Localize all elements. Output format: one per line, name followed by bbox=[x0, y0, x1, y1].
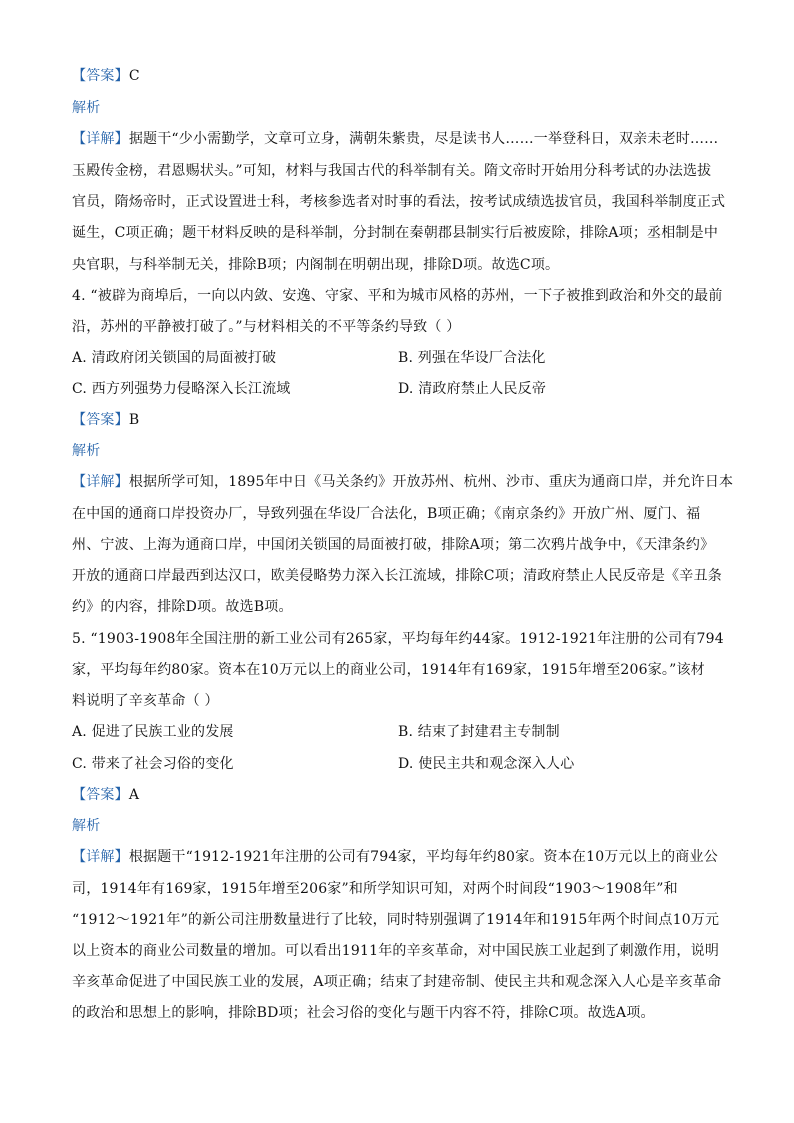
q5-detail-line-5: 辛亥革命促进了中国民族工业的发展，A项正确；结束了封建帝制、使民主共和观念深入人心是辛亥革命 bbox=[72, 974, 722, 990]
q5-detail-text-1: 根据题干“1912-1921年注册的公司有794家，平均每年约80家。资本在10万元以上的商业公 bbox=[128, 849, 718, 865]
q4-detail-line-3: 州、宁波、上海为通商口岸，中国闭关锁国的局面被打破，排除A项；第二次鸦片战争中，《天津条约》 bbox=[72, 537, 715, 553]
detail-label: 【详解】 bbox=[72, 131, 129, 147]
detail-label: 【详解】 bbox=[72, 849, 129, 865]
q4-detail-line-1 bbox=[72, 472, 732, 492]
q5-analysis-heading: 解析 bbox=[72, 818, 101, 834]
q3-answer-value: C bbox=[128, 68, 140, 84]
q4-option-d: D. 清政府禁止人民反帝 bbox=[398, 381, 547, 397]
q4-detail-line-5: 约》的内容，排除D项。故选B项。 bbox=[72, 599, 293, 615]
q5-detail-line-1 bbox=[72, 847, 732, 867]
q4-analysis-heading: 解析 bbox=[72, 443, 101, 459]
q5-detail-line-3: “1912～1921年”的新公司注册数量进行了比较，同时特别强调了1914年和1915年两个时间点10万元 bbox=[72, 912, 720, 928]
q3-detail-line-4: 诞生，C项正确；题干材料反映的是科举制，分封制在秦朝郡县制实行后被废除，排除A项；丞相制是中 bbox=[72, 225, 719, 241]
q3-detail-text-1: 据题干“少小需勤学，文章可立身，满朝朱紫贵，尽是读书人……一举登科日，双亲未老时…… bbox=[128, 131, 719, 147]
q3-detail-line-2: 玉殿传金榜，君恩赐状头。”可知，材料与我国古代的科举制有关。隋文帝时开始用分科考试的办法选拔 bbox=[72, 163, 712, 179]
q4-detail-text-1: 根据所学可知，1895年中日《马关条约》开放苏州、杭州、沙市、重庆为通商口岸，并允许日本 bbox=[128, 474, 734, 490]
q5-option-a: A. 促进了民族工业的发展 bbox=[72, 724, 234, 740]
q4-option-b: B. 列强在华设厂合法化 bbox=[398, 350, 546, 366]
q5-answer-line bbox=[72, 785, 732, 805]
q3-detail-line-5: 央官职，与科举制无关，排除B项；内阁制在明朝出现，排除D项。故选C项。 bbox=[72, 257, 560, 273]
q5-stem-line-2: 家，平均每年约80家。资本在10万元以上的商业公司，1914年有169家，1915年增至206家。”该材 bbox=[72, 662, 705, 678]
q5-detail-line-6: 的政治和思想上的影响，排除BD项；社会习俗的变化与题干内容不符，排除C项。故选A项。 bbox=[72, 1005, 655, 1021]
detail-label: 【详解】 bbox=[72, 474, 129, 490]
q5-detail-line-4: 以上资本的商业公司数量的增加。可以看出1911年的辛亥革命，对中国民族工业起到了刺激作用，说明 bbox=[72, 943, 720, 959]
q4-detail-line-2: 在中国的通商口岸投资办厂，导致列强在华设厂合法化，B项正确；《南京条约》开放广州、厦门、福 bbox=[72, 506, 701, 522]
q5-stem-line-3: 料说明了辛亥革命（ ） bbox=[72, 693, 219, 709]
q5-answer-value: A bbox=[128, 787, 140, 803]
q5-stem-line-1: 5. “1903-1908年全国注册的新工业公司有265家，平均每年约44家。1912-1921年注册的公司有794 bbox=[72, 631, 724, 647]
q5-option-c: C. 带来了社会习俗的变化 bbox=[72, 756, 234, 772]
q4-answer-line bbox=[72, 410, 732, 430]
q5-option-b: B. 结束了封建君主专制制 bbox=[398, 724, 560, 740]
q5-detail-line-2: 司，1914年有169家，1915年增至206家”和所学知识可知，对两个时间段“1903～1908年”和 bbox=[72, 881, 678, 897]
answer-label: 【答案】 bbox=[72, 787, 129, 803]
answer-label: 【答案】 bbox=[72, 412, 129, 428]
q5-option-d: D. 使民主共和观念深入人心 bbox=[398, 756, 575, 772]
q4-stem-line-1: 4. “被辟为商埠后，一向以内敛、安逸、守家、平和为城市风格的苏州，一下子被推到政治和外交的最前 bbox=[72, 288, 723, 304]
q3-detail-line-3: 官员，隋炀帝时，正式设置进士科，考核参选者对时事的看法，按考试成绩选拔官员，我国科举制度正式 bbox=[72, 194, 726, 210]
q3-answer-line bbox=[72, 66, 732, 86]
q4-detail-line-4: 开放的通商口岸最西到达汉口，欧美侵略势力深入长江流域，排除C项；清政府禁止人民反帝是《辛丑条 bbox=[72, 568, 722, 584]
q4-answer-value: B bbox=[128, 412, 140, 428]
q4-option-a: A. 清政府闭关锁国的局面被打破 bbox=[72, 350, 277, 366]
q4-stem-line-2: 沿，苏州的平静被打破了。”与材料相关的不平等条约导致（ ） bbox=[72, 319, 461, 335]
answer-label: 【答案】 bbox=[72, 68, 129, 84]
q3-analysis-heading: 解析 bbox=[72, 100, 101, 116]
q4-option-c: C. 西方列强势力侵略深入长江流域 bbox=[72, 381, 291, 397]
q3-detail-line-1 bbox=[72, 129, 732, 149]
